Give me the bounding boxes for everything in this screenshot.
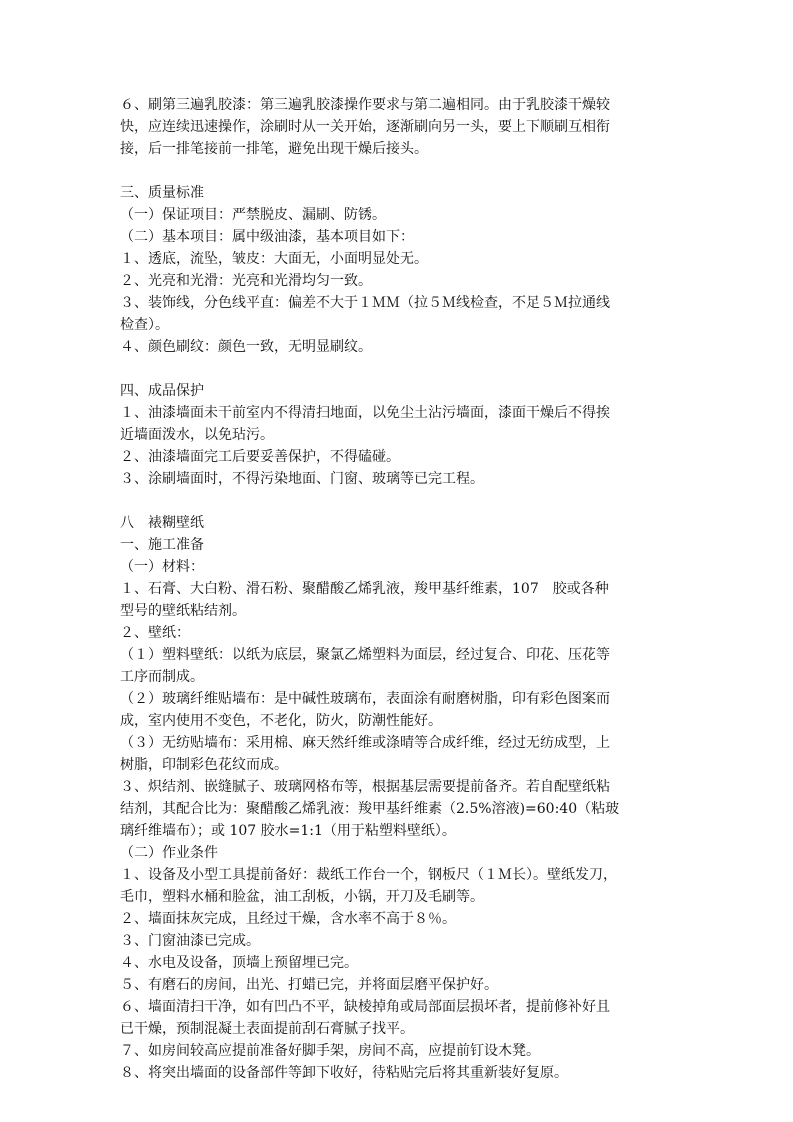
text-line: 树脂，印制彩色花纹而成。 bbox=[120, 757, 288, 773]
text-line: 检查）。 bbox=[120, 317, 169, 333]
text-line: ４、水电及设备，顶墙上预留埋已完。 bbox=[120, 955, 358, 971]
text-line: （３）无纺贴墙布：采用棉、麻天然纤维或涤晴等合成纤维，经过无纺成型，上 bbox=[120, 735, 610, 751]
text-line: ６、墙面清扫干净，如有凹凸不平，缺棱掉角或局部面层损坏者，提前修补好且 bbox=[120, 999, 610, 1015]
text-line: 型号的壁纸粘结剂。 bbox=[120, 603, 246, 619]
text-line: （一）保证项目：严禁脱皮、漏刷、防锈。 bbox=[120, 207, 386, 223]
text-line: ２、壁纸： bbox=[120, 625, 190, 641]
section-heading: 四、成品保护 bbox=[120, 383, 204, 399]
paragraph-spacer bbox=[120, 490, 680, 512]
text-line: 成，室内使用不变色，不老化，防火，防潮性能好。 bbox=[120, 713, 442, 729]
subsection-heading: （二）作业条件 bbox=[120, 845, 218, 861]
text-line: 接，后一排笔接前一排笔，避免出现干燥后接头。 bbox=[120, 141, 428, 157]
text-line: ７、如房间较高应提前准备好脚手架，房间不高，应提前钉设木凳。 bbox=[120, 1043, 540, 1059]
text-line: １、设备及小型工具提前备好：裁纸工作台一个，钢板尺（１Ｍ长）。壁纸发刀， bbox=[120, 867, 617, 883]
text-line: ３、装饰线，分色线平直：偏差不大于１ＭＭ（拉５Ｍ线检查，不足５Ｍ拉通线 bbox=[120, 295, 610, 311]
text-line: ２、墙面抹灰完成，且经过干燥，含水率不高于８％。 bbox=[120, 911, 456, 927]
subsection-heading: （一）材料： bbox=[120, 559, 204, 575]
section-wallpaper bbox=[120, 512, 680, 1084]
section-product-protection bbox=[120, 380, 680, 490]
text-line: 毛巾，塑料水桶和脸盆，油工刮板，小锅，开刀及毛刷等。 bbox=[120, 889, 484, 905]
text-line: ４、颜色刷纹：颜色一致，无明显刷纹。 bbox=[120, 339, 372, 355]
text-line: １、石膏、大白粉、滑石粉、聚醋酸乙烯乳液，羧甲基纤维素，107 胶或各种 bbox=[120, 581, 609, 597]
text-line: ２、光亮和光滑：光亮和光滑均匀一致。 bbox=[120, 273, 372, 289]
text-line: ６、刷第三遍乳胶漆：第三遍乳胶漆操作要求与第二遍相同。由于乳胶漆干燥较 bbox=[120, 97, 610, 113]
text-line: １、透底，流坠，皱皮：大面无，小面明显处无。 bbox=[120, 251, 428, 267]
text-line: ３、涂刷墙面时，不得污染地面、门窗、玻璃等已完工程。 bbox=[120, 471, 484, 487]
text-line: ５、有磨石的房间，出光、打蜡已完，并将面层磨平保护好。 bbox=[120, 977, 498, 993]
text-line: 已干燥，预制混凝土表面提前刮石膏腻子找平。 bbox=[120, 1021, 414, 1037]
document-body bbox=[120, 94, 680, 1084]
text-line: （１）塑料壁纸：以纸为底层，聚氯乙烯塑料为面层，经过复合、印花、压花等 bbox=[120, 647, 610, 663]
text-line: ８、将突出墙面的设备部件等卸下收好，待粘贴完后将其重新装好复原。 bbox=[120, 1065, 568, 1081]
text-line: （２）玻璃纤维贴墙布：是中碱性玻璃布，表面涂有耐磨树脂，印有彩色图案而 bbox=[120, 691, 610, 707]
text-line: 工序而制成。 bbox=[120, 669, 204, 685]
text-line: 结剂，其配合比为：聚醋酸乙烯乳液：羧甲基纤维素（2.5%溶液)=60:40（粘玻 bbox=[120, 801, 620, 817]
text-line: 快，应连续迅速操作，涂刷时从一关开始，逐渐刷向另一头，要上下顺刷互相衔 bbox=[120, 119, 610, 135]
text-line: ３、炽结剂、嵌缝腻子、玻璃网格布等，根据基层需要提前备齐。若自配壁纸粘 bbox=[120, 779, 610, 795]
text-line: 近墙面泼水，以免玷污。 bbox=[120, 427, 274, 443]
section-quality-standards bbox=[120, 182, 680, 358]
section-heading: 三、质量标准 bbox=[120, 185, 204, 201]
text-line: （二）基本项目：属中级油漆，基本项目如下： bbox=[120, 229, 414, 245]
paragraph-spacer bbox=[120, 358, 680, 380]
text-line: ２、油漆墙面完工后要妥善保护，不得磕碰。 bbox=[120, 449, 400, 465]
chapter-heading: 八 裱糊壁纸 bbox=[120, 515, 204, 531]
section-heading: 一、施工准备 bbox=[120, 537, 204, 553]
paragraph-spacer bbox=[120, 160, 680, 182]
text-line: 璃纤维墙布）；或 107 胶水=1:1（用于粘塑料壁纸）。 bbox=[120, 823, 456, 839]
paragraph-latex-third-coat bbox=[120, 94, 680, 160]
text-line: ３、门窗油漆已完成。 bbox=[120, 933, 260, 949]
text-line: １、油漆墙面未干前室内不得清扫地面，以免尘土沾污墙面，漆面干燥后不得挨 bbox=[120, 405, 610, 421]
